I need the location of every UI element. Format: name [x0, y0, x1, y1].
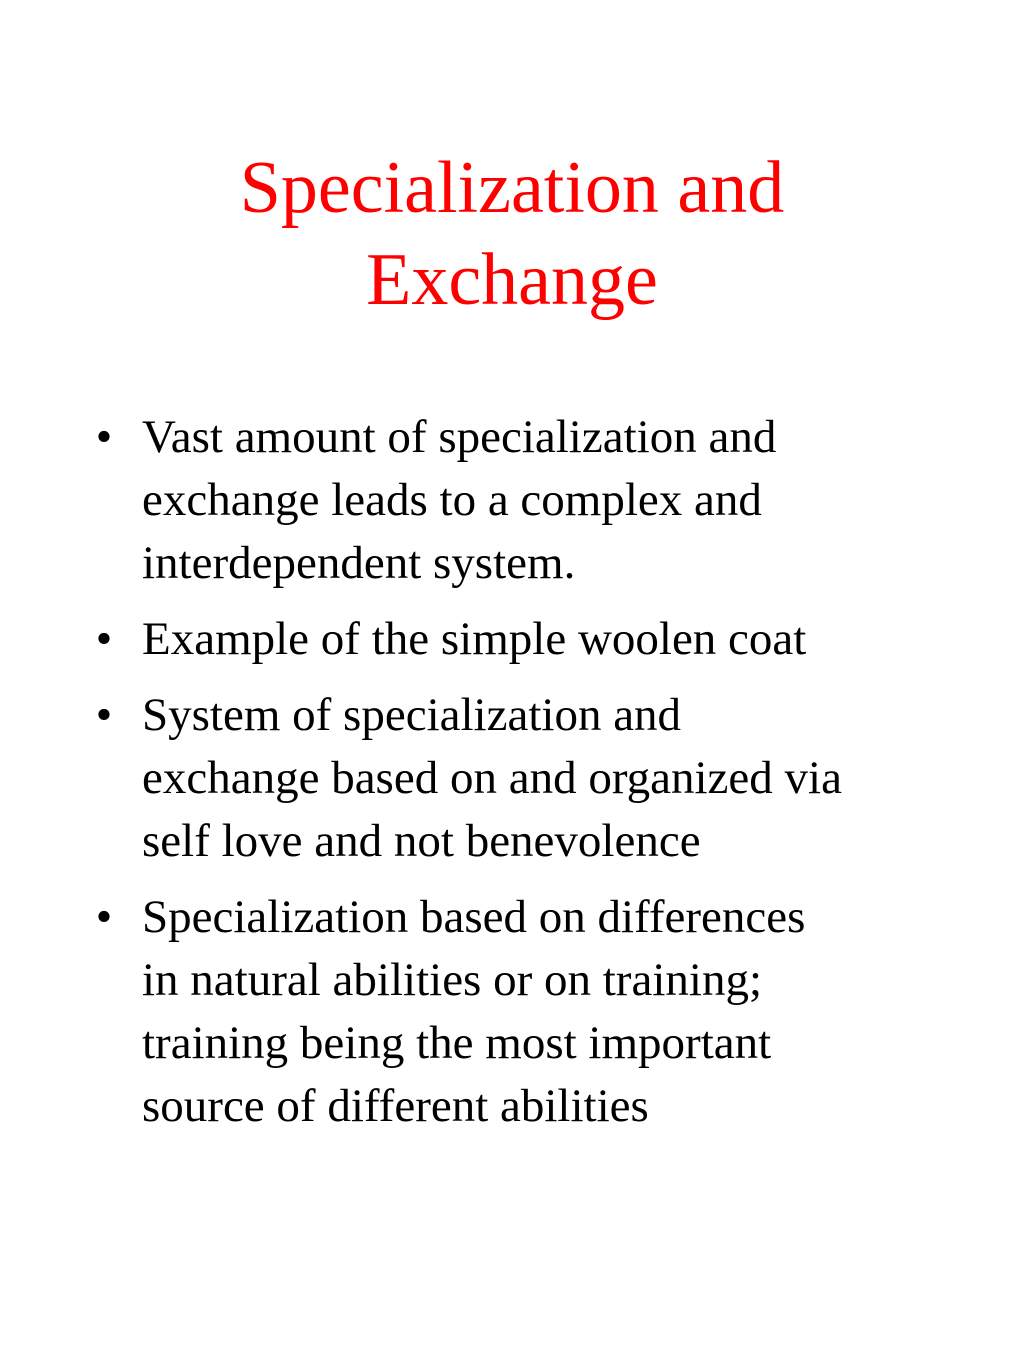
bullet-item-3 — [84, 684, 964, 873]
bullet-line: exchange leads to a complex and — [142, 474, 762, 526]
bullet-item-4 — [84, 886, 964, 1138]
bullet-text — [142, 608, 964, 671]
slide-title — [60, 142, 964, 326]
bullet-line: interdependent system. — [142, 537, 576, 589]
bullet-text — [142, 886, 964, 1138]
bullet-line: in natural abilities or on training; — [142, 954, 762, 1006]
bullet-line: exchange based on and organized via — [142, 752, 842, 804]
bullet-icon: • — [95, 613, 113, 665]
bullet-list — [84, 406, 964, 1151]
bullet-text — [142, 684, 964, 873]
bullet-icon: • — [95, 689, 113, 741]
bullet-line: source of different abilities — [142, 1080, 649, 1132]
slide-title-line-2: Exchange — [366, 239, 658, 321]
bullet-line: Example of the simple woolen coat — [142, 613, 807, 665]
bullet-icon: • — [95, 891, 113, 943]
bullet-item-1 — [84, 406, 964, 595]
bullet-text — [142, 406, 964, 595]
bullet-item-2 — [84, 608, 964, 671]
bullet-line: Vast amount of specialization and — [142, 411, 777, 463]
bullet-line: self love and not benevolence — [142, 815, 701, 867]
bullet-icon: • — [95, 411, 113, 463]
bullet-line: Specialization based on differences — [142, 891, 806, 943]
slide-title-line-1: Specialization and — [239, 147, 785, 229]
bullet-line: training being the most important — [142, 1017, 772, 1069]
bullet-line: System of specialization and — [142, 689, 682, 741]
